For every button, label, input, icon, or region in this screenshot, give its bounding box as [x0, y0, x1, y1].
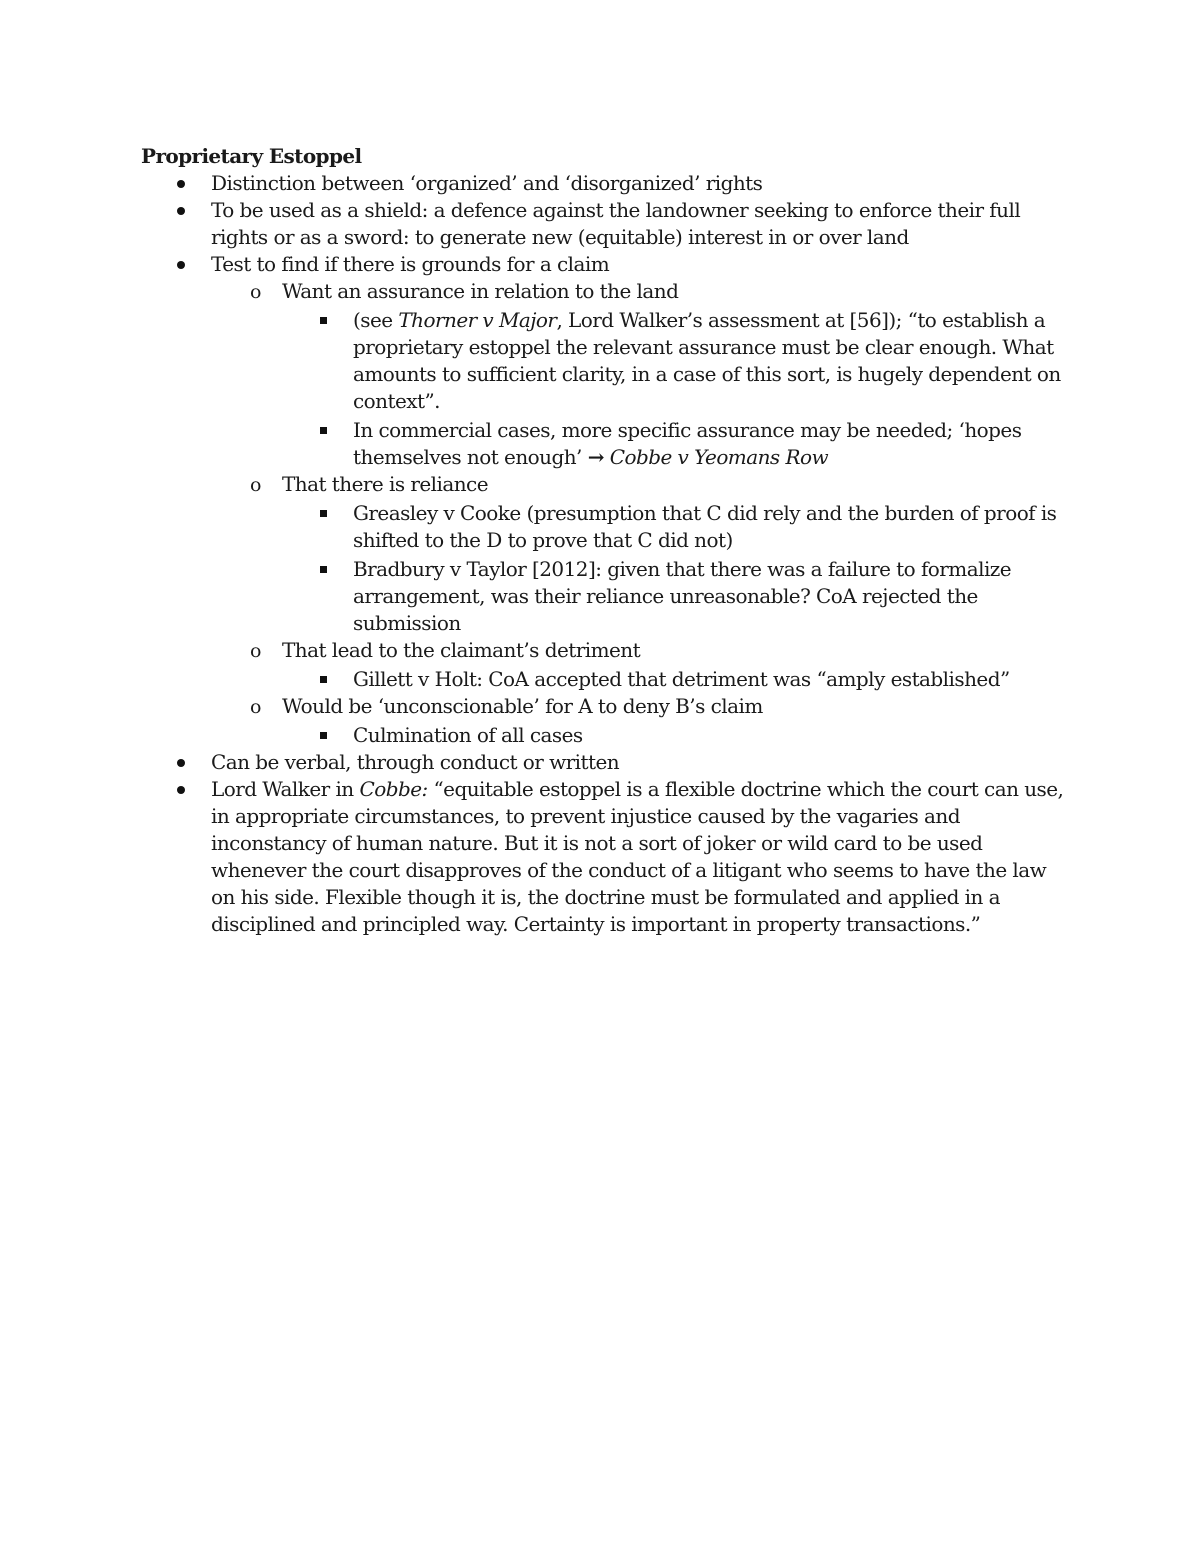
square-bullet-icon — [320, 676, 327, 683]
list-item: To be used as a shield: a defence against the landowner seeking to enforce their full rights or as a sword: to generate new (equitable) interest in or over land — [141, 197, 1071, 251]
list-item: Greasley v Cooke (presumption that C did rely and the burden of proof is shifted to the D to prove that C did not) — [141, 500, 1071, 554]
list-item: Lord Walker in Cobbe: “equitable estoppel is a flexible doctrine which the court can use, in appropriate circumstances, to prevent injustice caused by the vagaries and inconstancy of human nature. But it is not a sort of joker or wild card to be used whenever the court disapproves of the conduct of a litigant who seems to have the law on his side. Flexible though it is, the doctrine must be formulated and applied in a disciplined and principled way. Certainty is important in property transactions.” — [141, 776, 1071, 938]
case-name: Cobbe v Yeomans Row — [603, 445, 829, 469]
square-bullet-icon — [320, 732, 327, 739]
square-bullet-icon — [320, 427, 327, 434]
list-item: Culmination of all cases — [141, 722, 1071, 749]
list-item: Distinction between ‘organized’ and ‘disorganized’ rights — [141, 170, 1071, 197]
list-item: Test to find if there is grounds for a claim — [141, 251, 1071, 278]
list-item: In commercial cases, more specific assurance may be needed; ‘hopes themselves not enough’ → Cobbe v Yeomans Row — [141, 417, 1071, 471]
bullet-icon — [177, 180, 185, 188]
circle-bullet-icon: o — [250, 474, 261, 496]
circle-bullet-icon: o — [250, 696, 261, 718]
page-title: Proprietary Estoppel — [141, 144, 362, 168]
bullet-icon — [177, 759, 185, 767]
list-item: o Would be ‘unconscionable’ for A to deny B’s claim — [141, 693, 1071, 720]
case-name: Thorner v Major — [398, 308, 557, 332]
arrow-right-icon: → — [587, 445, 604, 469]
bullet-list — [141, 170, 1071, 938]
bullet-icon — [177, 261, 185, 269]
list-item: Gillett v Holt: CoA accepted that detriment was “amply established” — [141, 666, 1071, 693]
list-item: Bradbury v Taylor [2012]: given that there was a failure to formalize arrangement, was their reliance unreasonable? CoA rejected the submission — [141, 556, 1071, 637]
list-item: o That there is reliance — [141, 471, 1071, 498]
list-item: Can be verbal, through conduct or written — [141, 749, 1071, 776]
bullet-icon — [177, 207, 185, 215]
square-bullet-icon — [320, 317, 327, 324]
bullet-icon — [177, 786, 185, 794]
list-item: o That lead to the claimant’s detriment — [141, 637, 1071, 664]
document-body — [141, 143, 1071, 938]
square-bullet-icon — [320, 566, 327, 573]
list-item: (see Thorner v Major, Lord Walker’s assessment at [56]); “to establish a proprietary estoppel the relevant assurance must be clear enough. What amounts to sufficient clarity, in a case of this sort, is hugely dependent on context”. — [141, 307, 1071, 415]
list-item: o Want an assurance in relation to the land — [141, 278, 1071, 305]
circle-bullet-icon: o — [250, 640, 261, 662]
circle-bullet-icon: o — [250, 281, 261, 303]
case-name: Cobbe: — [359, 777, 428, 801]
square-bullet-icon — [320, 510, 327, 517]
